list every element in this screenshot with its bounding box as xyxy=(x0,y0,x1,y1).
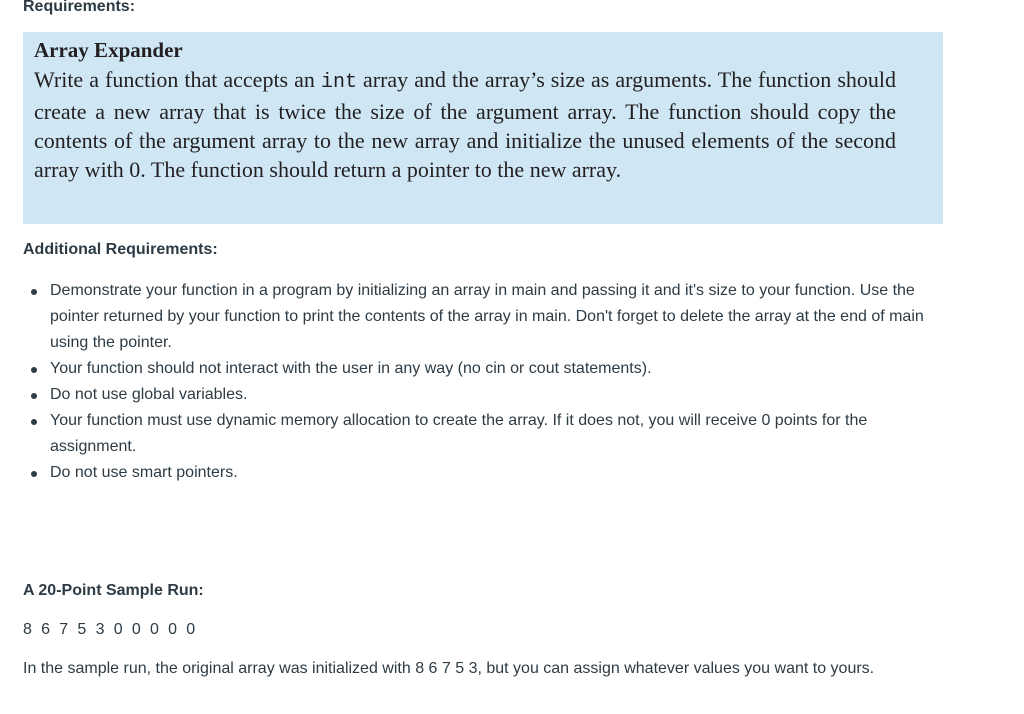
list-item xyxy=(50,278,945,356)
requirement-text: Do not use smart pointers. xyxy=(50,464,238,481)
problem-description xyxy=(34,65,896,184)
list-item xyxy=(50,460,945,486)
requirement-text: Demonstrate your function in a program by initializing an array in main and passing it and it's size to your function. Use the pointer returned by your function to print the contents of the array in main. Don't forget to delete the array at the end of main using the pointer. xyxy=(50,282,924,351)
requirements-heading: Requirements: xyxy=(23,0,136,15)
bullet-icon xyxy=(31,419,37,425)
list-item xyxy=(50,408,945,460)
sample-run-heading: A 20-Point Sample Run: xyxy=(23,582,204,599)
code-keyword-int: int xyxy=(320,71,357,94)
list-item xyxy=(50,382,945,408)
requirements-list xyxy=(50,278,945,486)
problem-title: Array Expander xyxy=(34,38,183,62)
additional-requirements-heading: Additional Requirements: xyxy=(23,241,218,258)
bullet-icon xyxy=(31,289,37,295)
bullet-icon xyxy=(31,393,37,399)
bullet-icon xyxy=(31,367,37,373)
problem-statement-box xyxy=(23,32,943,224)
requirement-text: Your function must use dynamic memory allocation to create the array. If it does not, you will receive 0 points for the assignment. xyxy=(50,412,868,455)
bullet-icon xyxy=(31,471,37,477)
requirement-text: Your function should not interact with the user in any way (no cin or cout statements). xyxy=(50,360,652,377)
requirement-text: Do not use global variables. xyxy=(50,386,248,403)
problem-text-end: array and the array’s size as arguments. The function should create a new array that is twice the size of the argument array. The function should copy the contents of the argument array to the new array and initialize the unused elements of the second array with 0. The function should return a pointer to the new array. xyxy=(34,67,897,182)
sample-output: 8 6 7 5 3 0 0 0 0 0 xyxy=(23,621,198,638)
list-item xyxy=(50,356,945,382)
problem-text-start: Write a function that accepts an xyxy=(34,67,321,92)
sample-note: In the sample run, the original array was initialized with 8 6 7 5 3, but you can assign whatever values you want to yours. xyxy=(23,660,875,677)
